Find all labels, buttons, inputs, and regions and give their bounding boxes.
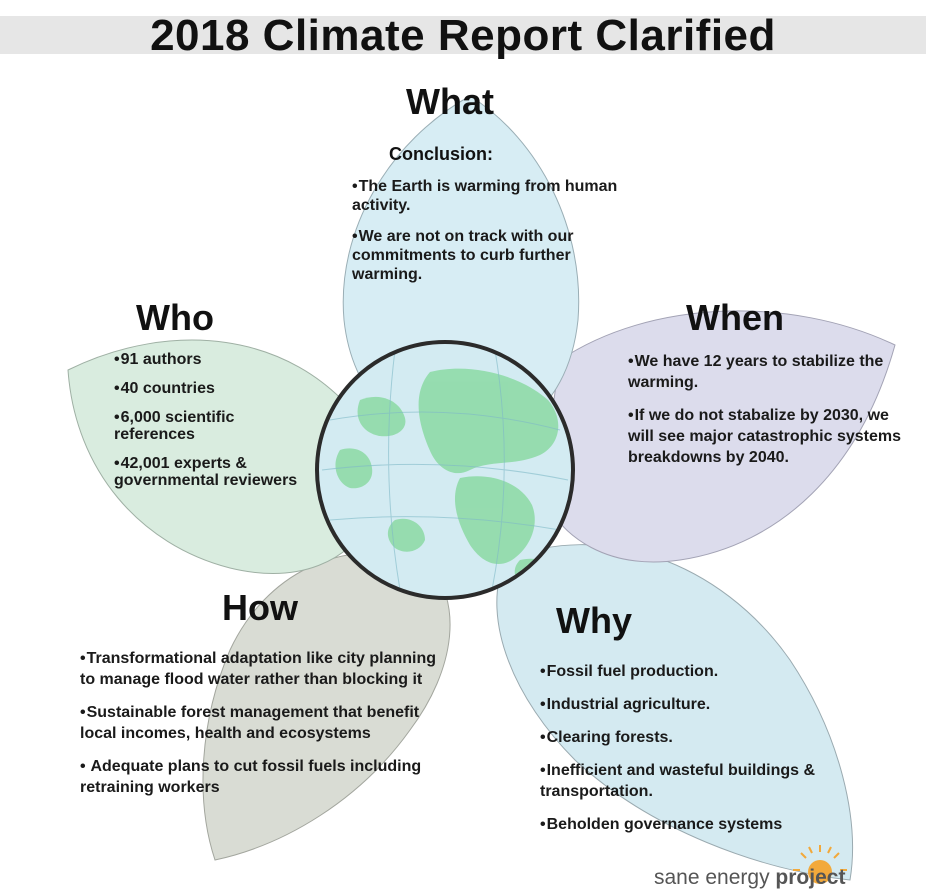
why-item: •Clearing forests. [540,729,673,746]
why-list [540,661,880,847]
why-item: •Industrial agriculture. [540,696,711,713]
how-list [80,648,455,810]
when-item: •We have 12 years to stabilize the warming. [628,353,884,391]
why-item: •Beholden governance systems [540,816,783,833]
what-subheading: Conclusion: [389,144,493,164]
page-title: 2018 Climate Report Clarified [150,11,776,60]
what-item: •We are not on track with our commitments to curb further warming. [352,228,574,283]
why-heading: Why [556,600,632,641]
why-item: •Inefficient and wasteful buildings & transportation. [540,762,816,800]
how-item: • Adequate plans to cut fossil fuels including retraining workers [80,758,422,796]
when-list [628,351,910,480]
who-item: •40 countries [114,380,215,397]
why-item: •Fossil fuel production. [540,663,719,680]
logo-text-project: project [775,866,846,889]
how-item: •Sustainable forest management that benefit local incomes, health and ecosystems [80,704,420,742]
who-item: •42,001 experts & governmental reviewers [114,455,298,489]
logo-text-sane-energy: sane energy [654,866,776,889]
logo [654,866,845,890]
who-list [114,351,304,501]
who-item: •6,000 scientific references [114,409,235,443]
how-item: •Transformational adaptation like city planning to manage flood water rather than blocking it [80,650,436,688]
globe [316,341,574,599]
when-heading: When [686,297,784,338]
what-item: •The Earth is warming from human activity. [352,178,618,214]
who-item: •91 authors [114,351,202,368]
what-list [352,177,622,296]
when-item: •If we do not stabalize by 2030, we will see major catastrophic systems breakdowns by 2040. [628,407,902,466]
what-heading: What [406,81,494,122]
how-heading: How [222,587,298,628]
who-heading: Who [136,297,214,338]
